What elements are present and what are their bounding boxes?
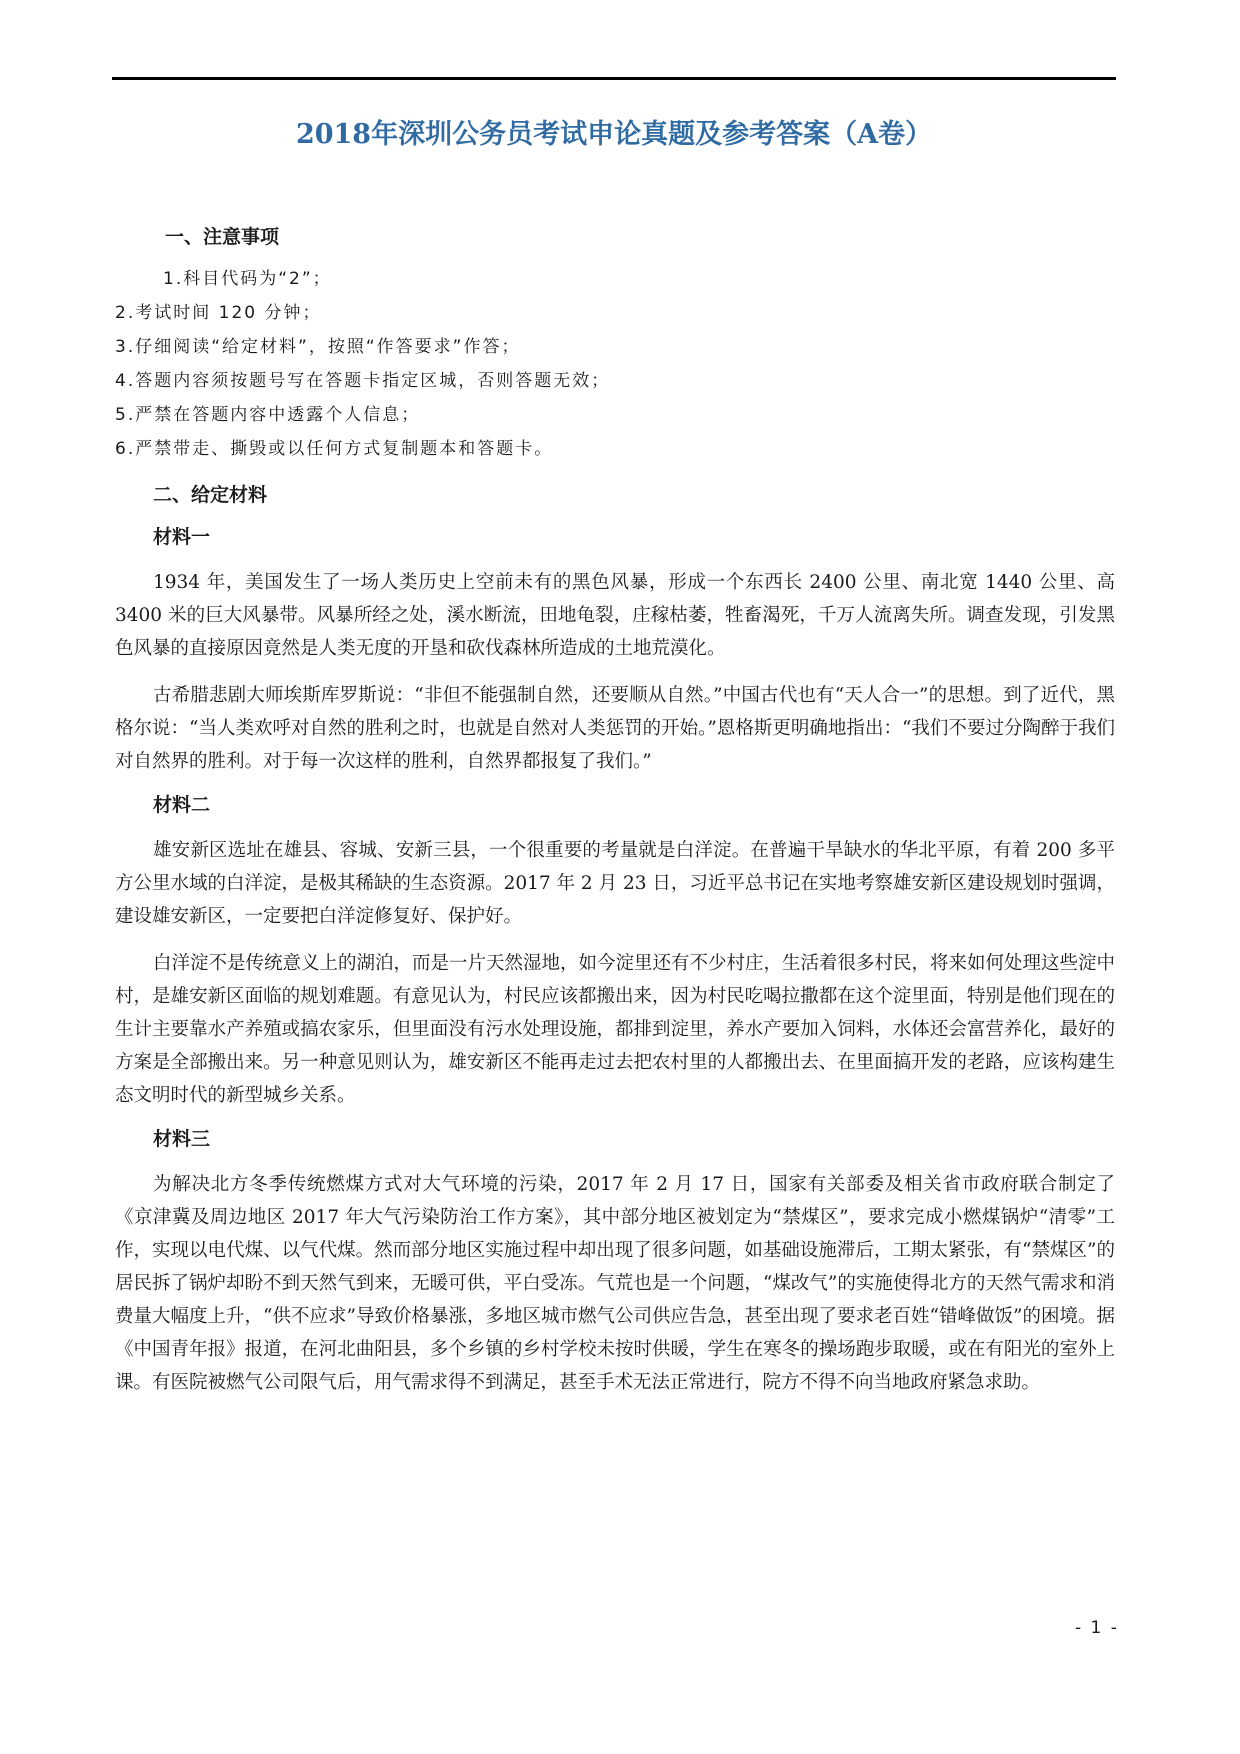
material-heading-1: 材料一 xyxy=(153,526,211,548)
notice-item: 4.答题内容须按题号写在答题卡指定区城，否则答题无效； xyxy=(115,371,611,391)
page-number: - 1 - xyxy=(1075,1618,1119,1638)
material-paragraph: 白洋淀不是传统意义上的湖泊，而是一片天然湿地，如今淀里还有不少村庄，生活着很多村民，将来如何处理这些淀中村，是雄安新区面临的规划难题。有意见认为，村民应该都搬出来，因为村民吃喝拉撒都在这个淀里面，特别是他们现在的生计主要靠水产养殖或搞农家乐，但里面没有污水处理设施，都排到淀里，养水产要加入饲料，水体还会富营养化，最好的方案是全部搬出来。另一种意见则认为，雄安新区不能再走过去把农村里的人都搬出去、在里面搞开发的老路，应该构建生态文明时代的新型城乡关系。 xyxy=(115,953,1116,1106)
notice-item: 3.仔细阅读“给定材料”，按照“作答要求”作答； xyxy=(115,337,521,357)
material-paragraph: 雄安新区选址在雄县、容城、安新三县，一个很重要的考量就是白洋淀。在普遍干旱缺水的华北平原，有着 200 多平方公里水域的白洋淀，是极其稀缺的生态资源。2017 年 2 月 23 日，习近平总书记在实地考察雄安新区建设规划时强调，建设雄安新区，一定要把白洋淀修复好、保护好。 xyxy=(115,840,1115,927)
notice-item: 5.严禁在答题内容中透露个人信息； xyxy=(115,405,421,425)
material-paragraph: 为解决北方冬季传统燃煤方式对大气环境的污染，2017 年 2 月 17 日，国家有关部委及相关省市政府联合制定了《京津冀及周边地区 2017 年大气污染防治工作方案》，其中部分地区被划定为“禁煤区”，要求完成小燃煤锅炉“清零”工作，实现以电代煤、以气代煤。然而部分地区实施过程中却出现了很多问题，如基础设施滞后，工期太紧张，有“禁煤区”的居民拆了锅炉却盼不到天然气到来，无暖可供，平白受冻。气荒也是一个问题，“煤改气”的实施使得北方的天然气需求和消费量大幅度上升，“供不应求”导致价格暴涨，多地区城市燃气公司供应告急，甚至出现了要求老百姓“错峰做饭”的困境。据《中国青年报》报道，在河北曲阳县，多个乡镇的乡村学校未按时供暖，学生在寒冬的操场跑步取暖，或在有阳光的室外上课。有医院被燃气公司限气后，用气需求得不到满足，甚至手术无法正常进行，院方不得不向当地政府紧急求助。 xyxy=(115,1174,1115,1393)
document-title: 2018年深圳公务员考试申论真题及参考答案（A卷） xyxy=(295,119,933,150)
section-heading-materials: 二、给定材料 xyxy=(153,484,268,506)
header-rule xyxy=(112,77,1116,80)
material-paragraph: 古希腊悲剧大师埃斯库罗斯说：“非但不能强制自然，还要顺从自然。”中国古代也有“天人合一”的思想。到了近代，黑格尔说：“当人类欢呼对自然的胜利之时，也就是自然对人类惩罚的开始。”恩格斯更明确地指出：“我们不要过分陶醉于我们对自然界的胜利。对于每一次这样的胜利，自然界都报复了我们。” xyxy=(115,685,1115,772)
notice-item: 1.科目代码为“2”； xyxy=(163,269,332,289)
material-heading-3: 材料三 xyxy=(153,1128,211,1150)
section-heading-notices: 一、注意事项 xyxy=(165,226,280,248)
document-body xyxy=(115,222,1115,1399)
notice-list xyxy=(115,262,1115,466)
notice-item: 2.考试时间 120 分钟； xyxy=(115,303,322,323)
notice-item: 6.严禁带走、撕毁或以任何方式复制题本和答题卡。 xyxy=(115,439,554,459)
material-paragraph: 1934 年，美国发生了一场人类历史上空前未有的黑色风暴，形成一个东西长 2400 公里、南北宽 1440 公里、高 3400 米的巨大风暴带。风暴所经之处，溪水断流，田地龟裂，庄稼枯萎，牲畜渴死，千万人流离失所。调查发现，引发黑色风暴的直接原因竟然是人类无度的开垦和砍伐森林所造成的土地荒漠化。 xyxy=(115,572,1115,659)
material-heading-2: 材料二 xyxy=(153,794,211,816)
